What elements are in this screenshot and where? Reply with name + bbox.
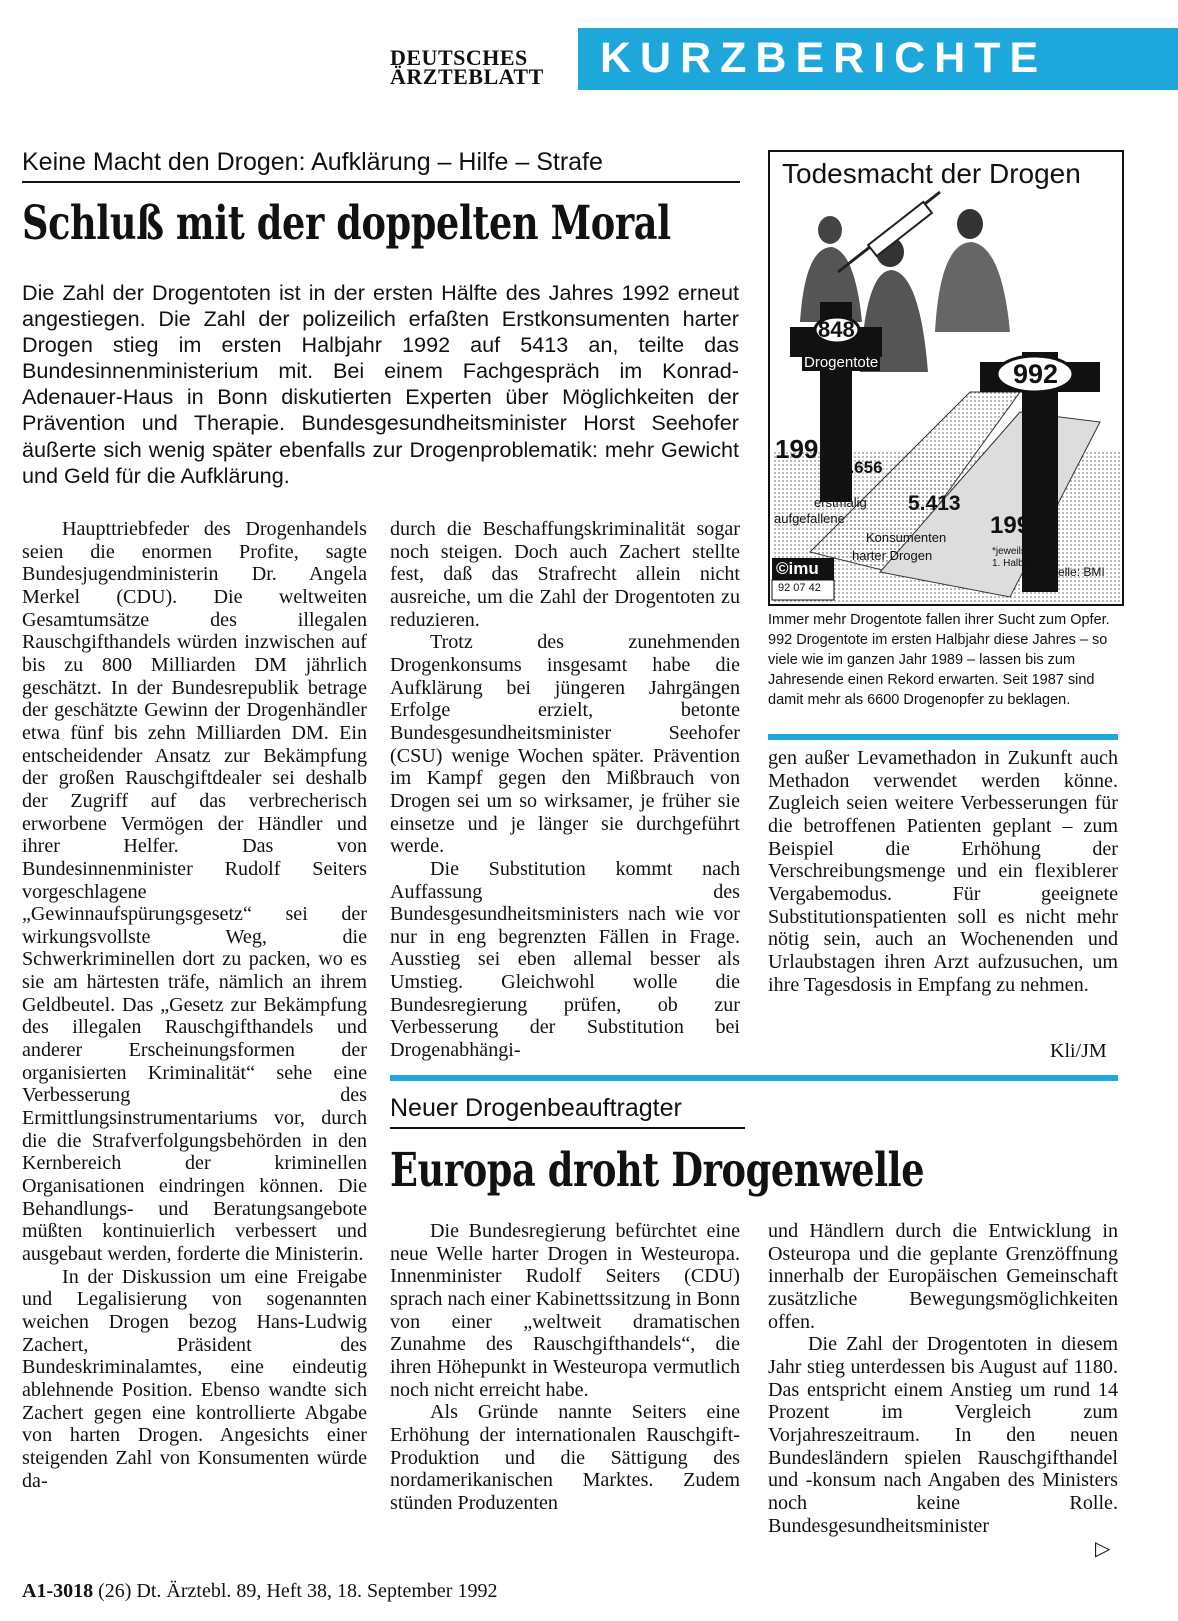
footnote-1: *jeweils [992, 546, 1026, 557]
drug-deaths-graphic [768, 150, 1124, 606]
paragraph: gen außer Levamethadon in Zukunft auch Methadon verwendet werden könne. Zugleich seien weitere Verbesserungen für die betroffenen Patienten geplant – zum Beispiel die Erhöhung der Verschreibungsmenge und ein flexiblerer Vergabemodus. Für geeignete Substitutionspatienten soll es nicht mehr nötig sein, auch an Wochenenden und Urlaubstagen ihren Arzt aufzusuchen, um ihre Tagesdosis in Empfang zu nehmen. [768, 747, 1118, 996]
masthead-line2: ÄRZTEBLATT [390, 64, 544, 89]
consumers-label-1: Konsumenten [866, 530, 947, 545]
paragraph: durch die Beschaffungskriminalität sogar noch steigen. Doch auch Zachert stellte fest, daß das Strafrecht allein nicht ausreiche, um die Zahl der Drogentoten zu reduzieren. [390, 518, 740, 631]
article1-headline: Schluß mit der doppelten Moral [22, 196, 671, 251]
footer-citation: (26) Dt. Ärztebl. 89, Heft 38, 18. September 1992 [98, 1580, 498, 1602]
continue-arrow-icon: ▷ [1095, 1538, 1111, 1560]
cross1-label: Drogentote [804, 354, 879, 371]
cross1-value: 848 [818, 317, 855, 342]
section-bar [578, 28, 1178, 90]
article2-column1 [390, 1220, 740, 1515]
year1-value: 4.656 [840, 458, 883, 477]
author-signature: Kli/JM [1050, 1040, 1107, 1062]
imu-logo: ©imu [776, 559, 819, 578]
article2-kicker-rule [390, 1127, 745, 1129]
article1-column2 [390, 518, 740, 1062]
paragraph: In der Diskussion um eine Freigabe und Legalisierung von sogenannten weichen Drogen bezog Hans-Ludwig Zachert, Präsident des Bundeskriminalamtes, eine eindeutig ablehnende Position. Ebenso wandte sich Zachert gegen eine kontrollierte Abgabe von harten Drogen. Angesichts einer steigenden Zahl von Konsumenten würde da- [22, 1265, 367, 1492]
article1-kicker: Keine Macht den Drogen: Aufklärung – Hilfe – Strafe [22, 148, 603, 176]
paragraph: Die Bundesregierung befürchtet eine neue Welle harter Drogen in Westeuropa. Innenminister Rudolf Seiters (CDU) sprach nach einer Kabinettssitzung in Bonn von einer „weltweit dramatischen Zunahme des Rauschgifthandels“, die ihren Höhepunkt in Westeuropa vermutlich noch nicht erreicht habe. [390, 1220, 740, 1401]
kicker-rule [22, 181, 740, 183]
caption-rule [768, 734, 1118, 740]
article1-column3 [768, 747, 1118, 996]
graphic-caption: Immer mehr Drogentote fallen ihrer Sucht zum Opfer. 992 Drogentote im ersten Halbjahr diese Jahres – so viele wie im ganzen Jahr 1989 – lassen bis zum Jahresende einen Rekord erwarten. Seit 1987 sind damit mehr als 6600 Drogenopfer zu beklagen. [768, 612, 1110, 708]
masthead-line1: DEUTSCHES [390, 45, 528, 70]
page-footer [22, 1580, 497, 1603]
paragraph: Haupttriebfeder des Drogenhandels seien die enormen Profite, sagte Bundesjugendministerin Dr. Angela Merkel (CDU). Die weltweiten Gesamtumsätze des illegalen Rauschgifthandels würden inzwischen auf bis zu 800 Milliarden DM jährlich geschätzt. In der Bundesrepublik betrage der geschätzte Gewinn der Drogenhändler etwa fünf bis zehn Milliarden DM. Ein entscheidender Ansatz zur Bekämpfung der großen Rauschgiftdealer sei deshalb der Zugriff auf das verbrecherisch erworbene Vermögen der Händler und ihrer Helfer. Das von Bundesinnenminister Rudolf Seiters vorgeschlagene „Gewinnaufspürungsgesetz“ sei der wirkungsvollste Weg, die Schwerkriminellen dort zu packen, wo es sie am härtesten träfe, nämlich an ihrem Geldbeutel. Das „Gesetz zur Bekämpfung des illegalen Rauschgifthandels und anderer Erscheinungsformen der organisierten Kriminalität“ sehe eine Verbesserung des Ermittlungsinstrumentariums vor, durch die die Strafverfolgungsbehörden in den Kernbereich der kriminellen Organisationen eindringen können. Die Behandlungs- und Beratungsangebote müßten kontinuierlich verbessert und ausgebaut werden, forderte die Ministerin. [22, 518, 367, 1265]
year-1992: 1992* [990, 512, 1053, 539]
first-label-2: aufgefallene [774, 511, 845, 526]
article2-kicker: Neuer Drogenbeauftragter [390, 1094, 682, 1122]
graphic-code: 92 07 42 [778, 582, 821, 594]
page-number: A1-3018 [22, 1580, 94, 1602]
cross2-value: 992 [1013, 359, 1059, 389]
footnote-2: 1. Halbjahr [992, 558, 1041, 569]
article2-column2 [768, 1220, 1118, 1537]
year-1991: 1991* [775, 434, 843, 464]
article2-headline: Europa droht Drogenwelle [390, 1143, 925, 1198]
article2-rule [390, 1075, 1118, 1081]
masthead-logo [390, 45, 544, 89]
section-title: KURZBERICHTE [600, 34, 1048, 82]
value-1992: 5.413 [908, 492, 961, 515]
paragraph: Die Zahl der Drogentoten in diesem Jahr stieg unterdessen bis August auf 1180. Das entspricht einem Anstieg um rund 14 Prozent im Vergleich zum Vorjahreszeitraum. In den neuen Bundesländern spielen Rauschgifthandel und -konsum nach Angaben des Ministers noch keine Rolle. Bundesgesundheitsminister [768, 1333, 1118, 1537]
consumers-label-2: harter Drogen [852, 548, 933, 563]
paragraph: Die Substitution kommt nach Auffassung des Bundesgesundheitsministers nach wie vor nur in eng begrenzten Fällen in Frage. Ausstieg sei eben allemal besser als Umstieg. Gleichwohl wolle die Bundesregierung prüfen, ob zur Verbesserung der Substitution bei Drogenabhängi- [390, 857, 740, 1062]
graphic-title: Todesmacht der Drogen [782, 158, 1081, 189]
article1-column1 [22, 518, 367, 1492]
paragraph: und Händlern durch die Entwicklung in Osteuropa und die geplante Grenzöffnung innerhalb der Europäischen Gemeinschaft zusätzliche Bewegungsmöglichkeiten offen. [768, 1220, 1118, 1333]
article1-lead: Die Zahl der Drogentoten ist in der ersten Hälfte des Jahres 1992 erneut angestiegen. Die Zahl der polizeilich erfaßten Erstkonsumenten harter Drogen stieg im ersten Halbjahr 1992 auf 5413 an, teilte das Bundesinnenministerium mit. Bei einem Fachgespräch im Konrad-Adenauer-Haus in Bonn diskutierten Experten über Möglichkeiten der Prävention und Therapie. Bundesgesundheitsminister Horst Seehofer äußerte sich wenig später ebenfalls zur Drogenproblematik: mehr Gewicht und Geld für die Aufklärung. [22, 280, 739, 488]
paragraph: Trotz des zunehmenden Drogenkonsums insgesamt habe die Aufklärung bei jüngeren Jahrgängen Erfolge erzielt, betonte Bundesgesundheitsminister Seehofer (CSU) wenige Wochen später. Prävention im Kampf gegen den Mißbrauch von Drogen sei um so wirksamer, je früher sie einsetze und je länger sie durchgeführt werde. [390, 631, 740, 858]
paragraph: Als Gründe nannte Seiters eine Erhöhung der internationalen Rauschgift-Produktion und die Sättigung des nordamerikanischen Marktes. Zudem stünden Produzenten [390, 1401, 740, 1514]
source-label: Quelle: BMI [1042, 565, 1105, 579]
first-label-1: erstmalig [814, 495, 867, 510]
